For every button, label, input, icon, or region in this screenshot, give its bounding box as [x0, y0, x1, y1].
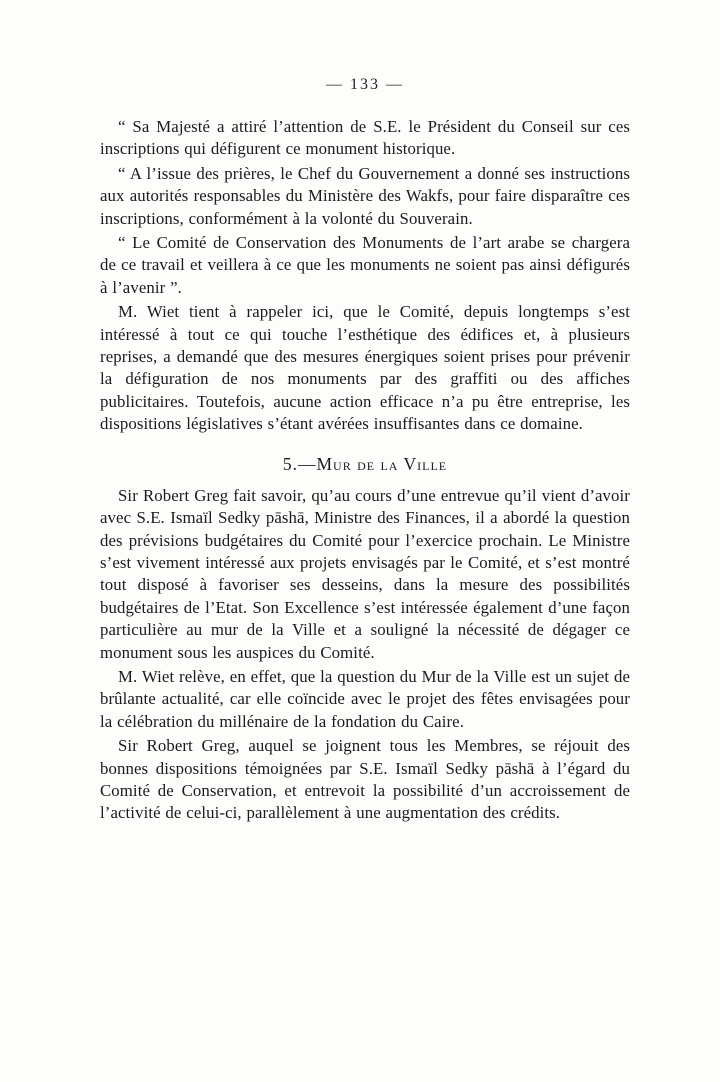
paragraph-quote-comite: “ Le Comité de Conservation des Monuments de l’art arabe se chargera de ce travail et veillera à ce que les monuments ne soient pas ainsi défigurés à l’avenir ”. — [100, 233, 630, 297]
section-heading-mur-de-la-ville: 5.—Mur de la Ville — [282, 453, 448, 474]
page-number: — 133 — — [326, 76, 404, 93]
paragraph-quote-prieres: “ A l’issue des prières, le Chef du Gouvernement a donné ses instructions aux autorités responsables du Ministère des Wakfs, pour faire disparaître ces inscriptions, conformément à la volonté du Souverain. — [100, 163, 630, 228]
paragraph-greg-rejouit: Sir Robert Greg, auquel se joignent tous les Membres, se réjouit des bonnes dispositions témoignées par S.E. Ismaïl Sedky pāshā à l’égard du Comité de Conservation, et entrevoit la possibilité d’un accroissement de l’activité de celui-ci, parallèlement à une augmentation des crédits. — [100, 736, 630, 823]
paragraph-wiet-rappel: M. Wiet tient à rappeler ici, que le Comité, depuis longtemps s’est intéressé à tout ce qui touche l’esthétique des édifices et, à plusieurs reprises, a demandé que des mesures énergiques soient prises pour prévenir la défiguration de nos monuments par des graffiti ou des affiches publicitaires. Toutefois, aucune action efficace n’a pu être entreprise, les dispositions législatives s’étant avérées insuffisantes dans ce domaine. — [100, 302, 630, 434]
paragraph-greg-entrevue: Sir Robert Greg fait savoir, qu’au cours d’une entrevue qu’il vient d’avoir avec S.E. Ismaïl Sedky pāshā, Ministre des Finances, il a abordé la question des prévisions budgétaires du Comité pour l’exercice prochain. Le Ministre s’est vivement intéressé aux projets envisagés par le Comité, et s’est montré tout disposé à favoriser ses desseins, dans la mesure des possibilités budgétaires de l’Etat. Son Excellence s’est intéressée également d’une façon particulière au mur de la Ville et a souligné la nécessité de dégager ce monument sous les auspices du Comité. — [100, 485, 630, 662]
paragraph-wiet-releve: M. Wiet relève, en effet, que la question du Mur de la Ville est un sujet de brûlante actualité, car elle coïncide avec le projet des fêtes envisagées pour la célébration du millénaire de la fondation du Caire. — [100, 666, 630, 731]
paragraph-quote-majeste: “ Sa Majesté a attiré l’attention de S.E. le Président du Conseil sur ces inscriptions qui défigurent ce monument historique. — [100, 117, 630, 159]
